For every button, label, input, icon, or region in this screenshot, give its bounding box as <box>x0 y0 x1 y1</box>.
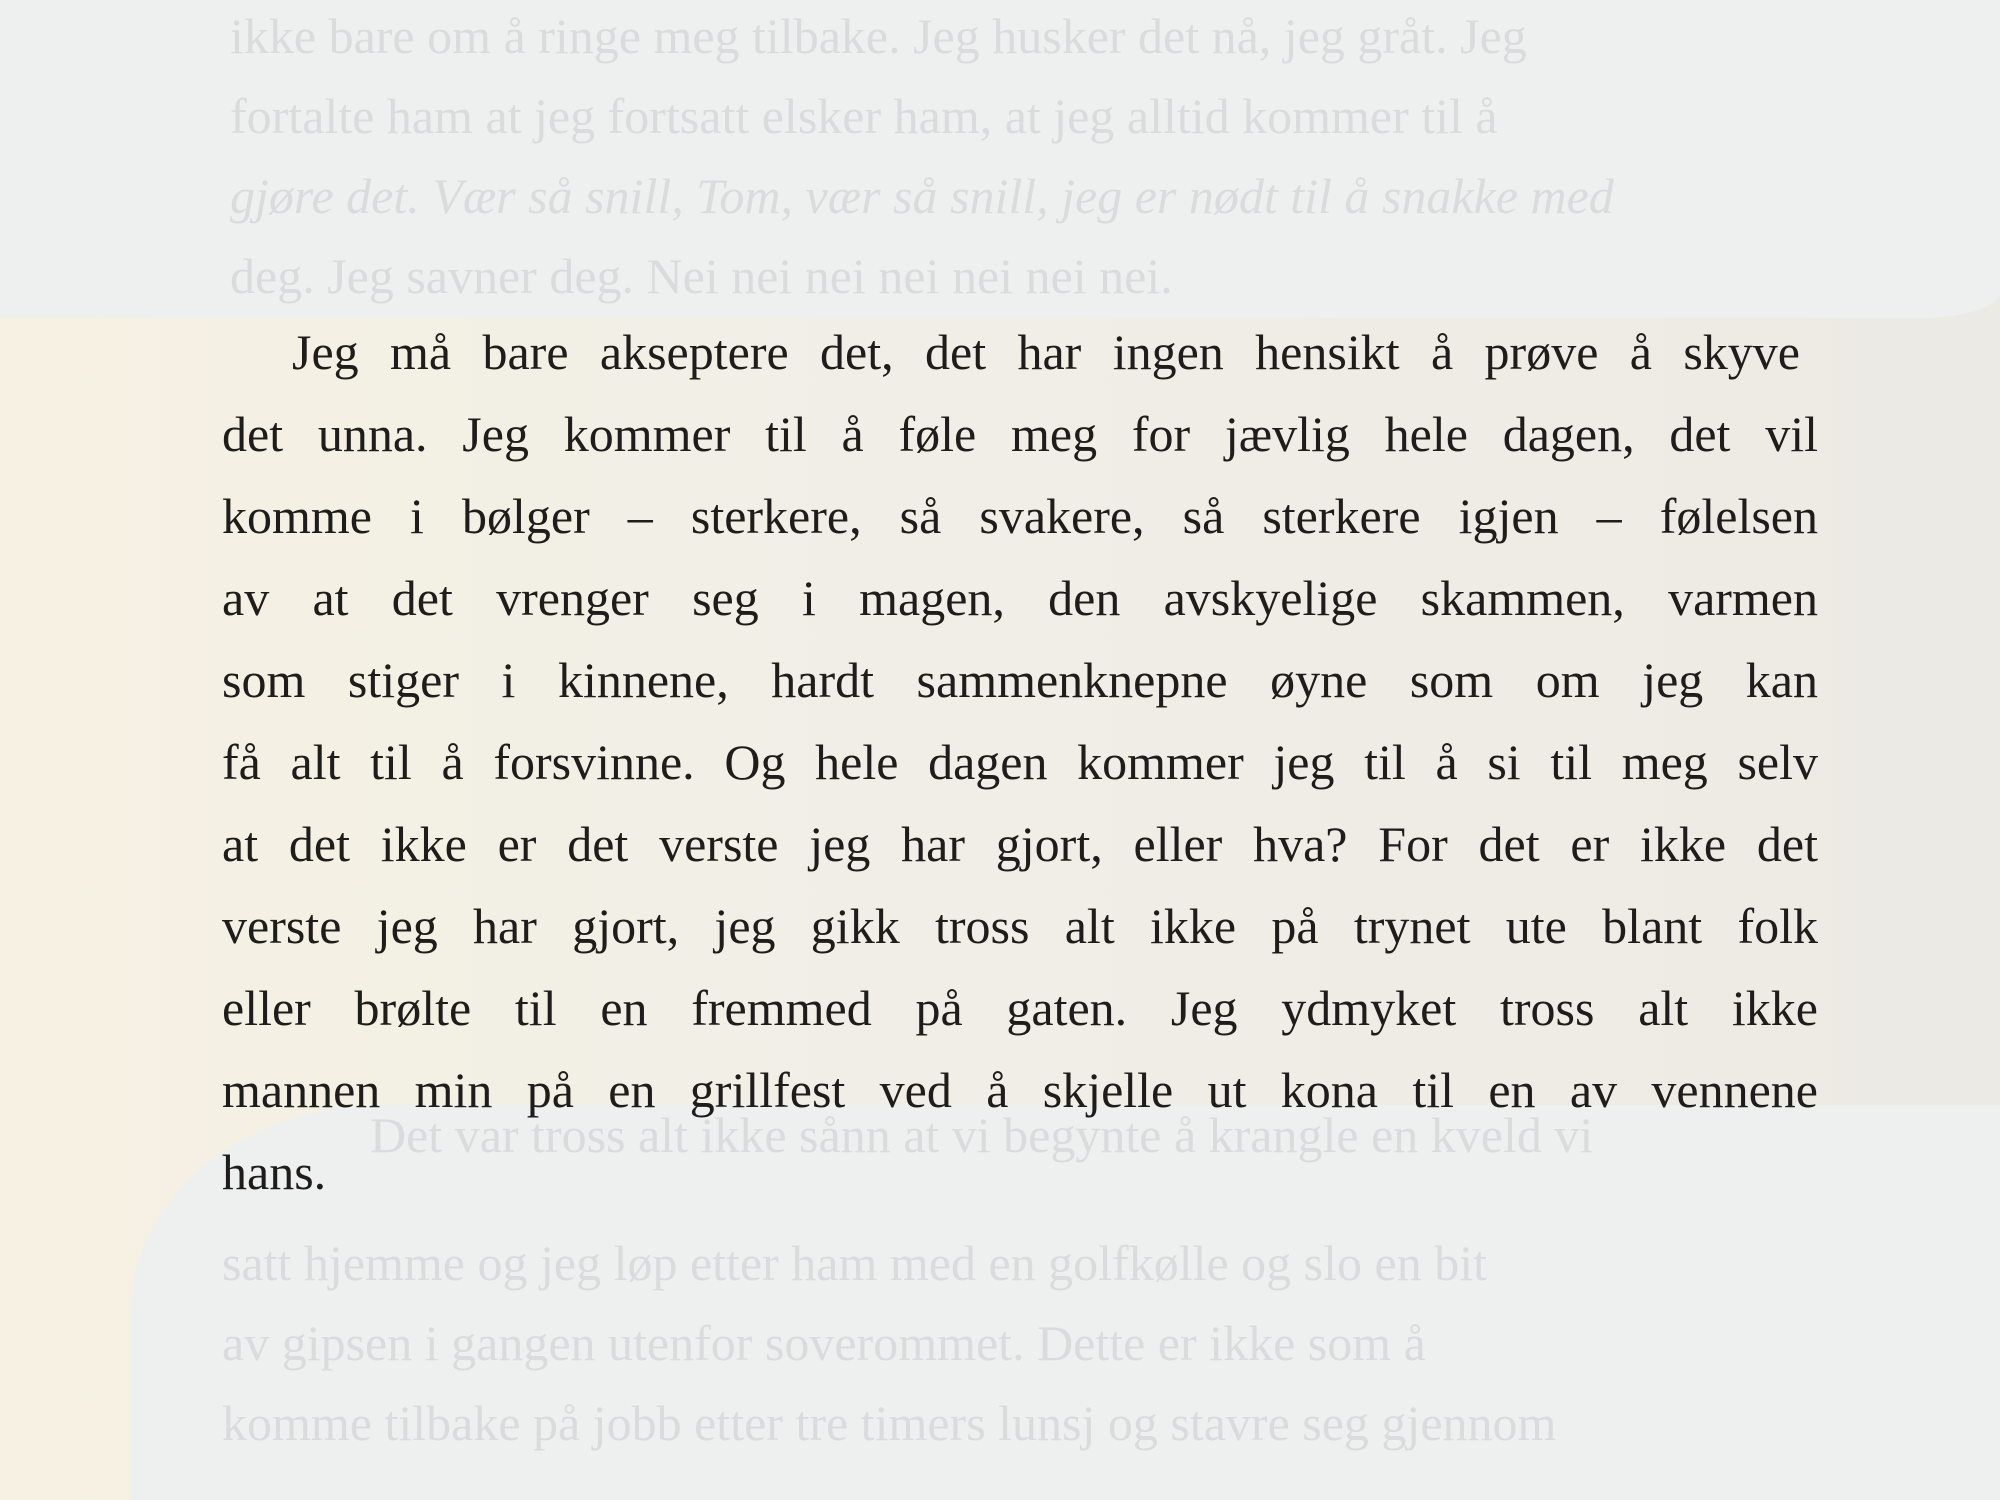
text-line: verste jeg har gjort, jeg gikk tross alt ikke på trynet ute blant folk <box>222 898 1818 954</box>
text-line: hans. <box>222 1144 327 1200</box>
faded-line: Det var tross alt ikke sånn at vi begynte å krangle en kveld vi <box>370 1107 1594 1163</box>
text-line: det unna. Jeg kommer til å føle meg for jævlig hele dagen, det vil <box>222 406 1818 462</box>
faded-line: fortalte ham at jeg fortsatt elsker ham, at jeg alltid kommer til å <box>230 88 1498 144</box>
text-line: at det ikke er det verste jeg har gjort, eller hva? For det er ikke det <box>222 816 1818 872</box>
text-line: få alt til å forsvinne. Og hele dagen kommer jeg til å si til meg selv <box>222 734 1818 790</box>
faded-line: ikke bare om å ringe meg tilbake. Jeg husker det nå, jeg gråt. Jeg <box>230 8 1527 64</box>
text-line: komme i bølger – sterkere, så svakere, så sterkere igjen – følelsen <box>222 488 1818 544</box>
faded-line: komme tilbake på jobb etter tre timers lunsj og stavre seg gjennom <box>222 1395 1557 1451</box>
text-line: som stiger i kinnene, hardt sammenknepne øyne som om jeg kan <box>222 652 1818 708</box>
text-line: mannen min på en grillfest ved å skjelle ut kona til en av vennene <box>222 1062 1818 1118</box>
faded-line: satt hjemme og jeg løp etter ham med en golfkølle og slo en bit <box>222 1235 1487 1291</box>
text-line: eller brølte til en fremmed på gaten. Jeg ydmyket tross alt ikke <box>222 980 1818 1036</box>
faded-line: av gipsen i gangen utenfor soverommet. Dette er ikke som å <box>222 1315 1426 1371</box>
text-line: Jeg må bare akseptere det, det har ingen hensikt å prøve å skyve <box>292 324 1800 380</box>
faded-text-block-top <box>0 0 2000 318</box>
text-line: av at det vrenger seg i magen, den avskyelige skammen, varmen <box>222 570 1818 626</box>
faded-line: deg. Jeg savner deg. Nei nei nei nei nei nei nei. <box>230 248 1173 304</box>
faded-line: gjøre det. Vær så snill, Tom, vær så snill, jeg er nødt til å snakke med <box>230 168 1614 224</box>
faded-text-block-bottom <box>130 1105 2000 1500</box>
